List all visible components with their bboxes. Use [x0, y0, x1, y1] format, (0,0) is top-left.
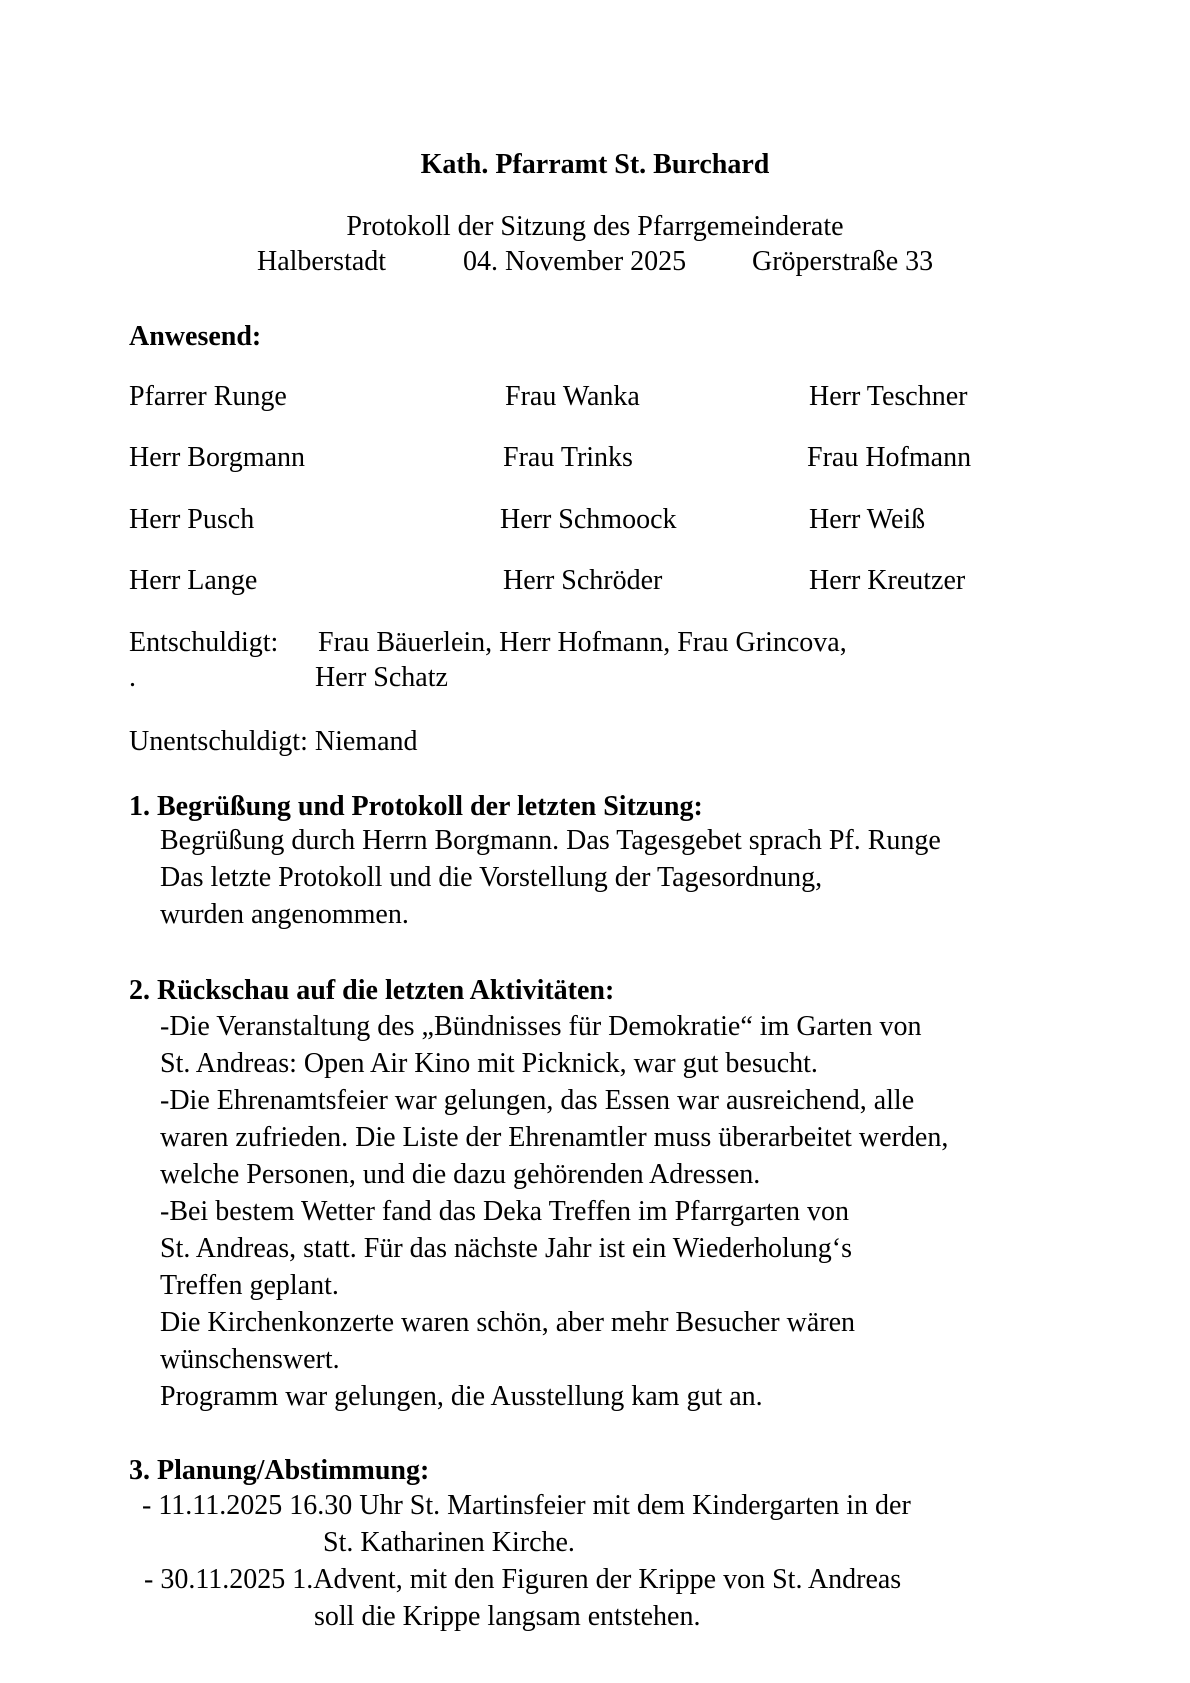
section-line: Programm war gelungen, die Ausstellung kam gut an. [160, 1381, 763, 1412]
section-line: Begrüßung durch Herrn Borgmann. Das Tagesgebet sprach Pf. Runge [160, 825, 941, 856]
present-label: Anwesend: [129, 321, 262, 352]
section-line: wünschenswert. [160, 1344, 340, 1375]
plan-item: - 30.11.2025 1.Advent, mit den Figuren der Krippe von St. Andreas [144, 1564, 902, 1595]
plan-item-continued: St. Katharinen Kirche. [323, 1527, 575, 1558]
section-heading: 2. Rückschau auf die letzten Aktivitäten: [129, 975, 615, 1006]
attendee: Herr Schmoock [500, 504, 677, 535]
attendee: Frau Hofmann [807, 442, 972, 473]
section-line: Treffen geplant. [160, 1270, 339, 1301]
document-subtitle: Protokoll der Sitzung des Pfarrgemeinderate [346, 211, 844, 242]
section-line: welche Personen, und die dazu gehörenden Adressen. [160, 1159, 761, 1190]
section-line: St. Andreas, statt. Für das nächste Jahr ist ein Wiederholung‘s [160, 1233, 853, 1264]
attendee: Frau Wanka [505, 381, 640, 412]
attendee: Herr Weiß [809, 504, 926, 535]
section-line: Das letzte Protokoll und die Vorstellung der Tagesordnung, [160, 862, 823, 893]
attendee: Frau Trinks [503, 442, 633, 473]
section-line: St. Andreas: Open Air Kino mit Picknick, war gut besucht. [160, 1048, 818, 1079]
attendee: Herr Schröder [503, 565, 663, 596]
unexcused-line: Unentschuldigt: Niemand [129, 726, 418, 757]
excused-names-continued: Herr Schatz [315, 662, 448, 693]
page-title: Kath. Pfarramt St. Burchard [420, 149, 770, 180]
meeting-city: Halberstadt [257, 246, 387, 277]
plan-item-continued: soll die Krippe langsam entstehen. [314, 1601, 701, 1632]
meeting-address: Gröperstraße 33 [752, 246, 934, 277]
excused-dot: . [129, 662, 136, 693]
attendee: Herr Lange [129, 565, 258, 596]
attendee: Herr Kreutzer [809, 565, 966, 596]
section-line: -Bei bestem Wetter fand das Deka Treffen im Pfarrgarten von [160, 1196, 850, 1227]
attendee: Herr Borgmann [129, 442, 305, 473]
attendee: Herr Teschner [809, 381, 968, 412]
section-line: -Die Ehrenamtsfeier war gelungen, das Essen war ausreichend, alle [160, 1085, 915, 1116]
section-line: Die Kirchenkonzerte waren schön, aber mehr Besucher wären [160, 1307, 856, 1338]
section-line: -Die Veranstaltung des „Bündnisses für Demokratie“ im Garten von [160, 1011, 922, 1042]
section-heading: 3. Planung/Abstimmung: [129, 1455, 430, 1486]
excused-names: Frau Bäuerlein, Herr Hofmann, Frau Grincova, [318, 627, 847, 658]
meeting-date: 04. November 2025 [463, 246, 687, 277]
attendee: Herr Pusch [129, 504, 255, 535]
excused-label: Entschuldigt: [129, 627, 279, 658]
plan-item: - 11.11.2025 16.30 Uhr St. Martinsfeier mit dem Kindergarten in der [142, 1490, 911, 1521]
attendee: Pfarrer Runge [129, 381, 287, 412]
section-line: wurden angenommen. [160, 899, 409, 930]
section-heading: 1. Begrüßung und Protokoll der letzten Sitzung: [129, 791, 703, 822]
section-line: waren zufrieden. Die Liste der Ehrenamtler muss überarbeitet werden, [160, 1122, 949, 1153]
